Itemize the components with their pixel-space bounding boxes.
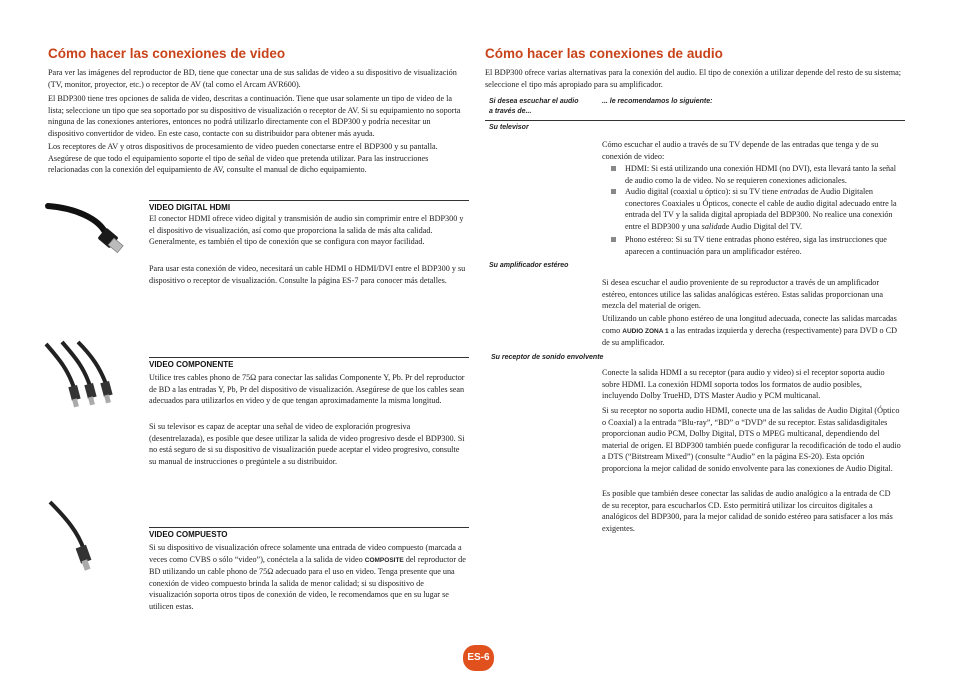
amp-p1: Si desea escuchar el audio proveniente de su reproductor a través de un amplificador estéreo, entonces utilice las salidas analógicas estéreo. Estas salidas proporcionan una mezcla del material de origen. bbox=[602, 278, 884, 311]
bullet-marker bbox=[611, 166, 616, 171]
col2-header: ... le recomendamos lo siguiente: bbox=[602, 98, 713, 105]
tv-bullet-hdmi-text: HDMI: Si está utilizando una conexión HDMI (no DVI), esta llevará tanto la señal de audio como la de video. No se requieren conexiones adicionales. bbox=[625, 164, 897, 185]
amp-label: Su amplificador estéreo bbox=[489, 262, 569, 269]
surround-p1: Conecte la salida HDMI a su receptor (para audio y video) si el receptor soporta audio sobre HDMI. La conexión HDMI soporta todos los formatos de audio posibles, incluyendo Dolby TrueHD, DTS Master Audio y PCM multicanal. bbox=[602, 368, 885, 401]
component-p1: Utilice tres cables phono de 75Ω para conectar las salidas Componente Y, Pb. Pr del reproductor de BD a las entradas Y, Pb, Pr del dispositivo de visualización. Asegúrese de que los cables sean adecuados para utilizarlos en video y de que tengan aproximadamente la misma longitud. bbox=[149, 373, 465, 406]
composite-p1-c: del reproductor de BD utilizando un cable phono de 75Ω adecuado para el uso en video. Tenga presente que una conexión de video compuesto brinda la salida de menor calidad; si su dispositivo de visualización soporta otros tipos de conexión de video, le recomendamos que en su lugar se utilicen estas. bbox=[149, 554, 466, 611]
amp-p2-c: a las entradas izquierda y derecha (respectivamente) para DVD o CD de su amplificador. bbox=[602, 325, 898, 348]
surround-p3: Es posible que también desee conectar las salidas de audio analógico a la entrada de CD de su receptor, para escucharlos CD. Esto permitirá utilizar los circuitos digitales a analógicos del BDP300, para la mejor calidad de sonido estéreo para satisfacer a los más exigentes. bbox=[602, 489, 893, 533]
component-rule bbox=[149, 357, 469, 358]
amp-p2 bbox=[602, 313, 904, 349]
bullet-marker bbox=[611, 237, 616, 242]
composite-rule bbox=[149, 527, 469, 528]
tv-b2-a: Audio digital (coaxial u óptico): si su TV tiene bbox=[625, 187, 781, 196]
bullet-marker bbox=[611, 189, 616, 194]
tv-b2-e: de Audio Digital del TV. bbox=[721, 221, 803, 231]
hdmi-title: VIDEO DIGITAL HDMI bbox=[149, 203, 231, 212]
composite-title: VIDEO COMPUESTO bbox=[149, 530, 228, 539]
composite-p1-a: Si su dispositivo de visualización ofrece solamente una entrada de video compuesto (marcada a veces como CVBS o sólo “video”), conéctela a la salida de video bbox=[149, 543, 462, 564]
hdmi-cable-icon bbox=[44, 198, 134, 260]
tv-b2-d: salida bbox=[701, 221, 722, 231]
tv-bullet-hdmi bbox=[602, 163, 904, 186]
audio-table-rule bbox=[485, 120, 905, 121]
audio-heading: Cómo hacer las conexiones de audio bbox=[485, 46, 723, 61]
hdmi-p1: El conector HDMI ofrece video digital y transmisión de audio sin comprimir entre el BDP300 y el dispositivo de visualización, así como que proporciona la salida de más alta calidad. Generalmente, es también el tipo de conexión que se configura con mayor facilidad. bbox=[149, 214, 464, 247]
composite-cable-icon bbox=[46, 498, 116, 578]
audio-intro: El BDP300 ofrece varias alternativas para la conexión del audio. El tipo de conexión a utilizar depende del resto de su sistema; seleccione el tipo más apropiado para su amplificador. bbox=[485, 68, 902, 89]
video-intro-p3: Los receptores de AV y otros dispositivos de procesamiento de video pueden conectarse entre el BDP300 y su pantalla. Asegúrese de que todo el equipamiento soporte el tipo de señal de video que pretenda utilizar. Para las instrucciones relacionadas con la conexión del equipamiento de AV, consulte el manual de dicho equipamiento. bbox=[48, 142, 438, 175]
page-number-badge: ES-6 bbox=[463, 645, 494, 671]
video-intro-p2: El BDP300 tiene tres opciones de salida de video, descritas a continuación. Tiene que usar solamente un tipo de video de la lista; seleccione un tipo que sea soportado por su dispositivo de visualización o receptor de AV. Si su equipamiento no soporta ninguna de las conexiones anteriores, entonces no podrá utilizarlo directamente con el BDP300 y podría necesitar un dispositivo convertidor de video. En este caso, contacte con su distribuidor para obtener más ayuda. bbox=[48, 94, 461, 138]
component-cable-icon bbox=[40, 340, 130, 412]
tv-p1: Cómo escuchar el audio a través de su TV depende de las entradas que tenga y de su conexión de video: bbox=[602, 140, 879, 161]
audio-zona-label: AUDIO ZONA 1 bbox=[622, 327, 669, 335]
surround-label: Su receptor de sonido envolvente bbox=[491, 354, 604, 361]
composite-p1 bbox=[149, 542, 467, 613]
surround-p2: Si su receptor no soporta audio HDMI, conecte una de las salidas de Audio Digital (Óptico o Coaxial) a la entrada “Blu-ray”, “BD” o “DVD” de su receptor. Estas salidasdigitales proporcionan audio PCM, Dolby Digital, DTS o MPEG multicanal, dependiendo del material de origen. El BDP300 también puede configurar la recodificación de todo el audio a DTS (“Bitstream Mixed”) (consulte “Audio” en la página ES-20). Esta opción proporciona la mejor calidad de sonido envolvente para las conexiones de Audio Digital. bbox=[602, 406, 901, 473]
tv-bullet-digital bbox=[602, 186, 904, 232]
hdmi-p2: Para usar esta conexión de video, necesitará un cable HDMI o HDMI/DVI entre el BDP300 y su dispositivo o receptor de visualización. Consulte la página ES-7 para conocer más detalles. bbox=[149, 264, 466, 285]
component-title: VIDEO COMPONENTE bbox=[149, 360, 234, 369]
amp-p2-a: Utilizando un cable phono estéreo de una longitud adecuada, conecte las salidas marcadas como bbox=[602, 314, 897, 335]
video-intro-p1: Para ver las imágenes del reproductor de BD, tiene que conectar una de sus salidas de video a su dispositivo de visualización (TV, monitor, proyector, etc.) o receptor de AV (tal como el Arcam AVR600). bbox=[48, 68, 457, 89]
tv-label: Su televisor bbox=[489, 124, 529, 131]
col1-header: Si desea escuchar el audio a través de... bbox=[489, 98, 579, 115]
tv-b2-b: entradas bbox=[780, 187, 809, 196]
video-heading: Cómo hacer las conexiones de video bbox=[48, 46, 286, 61]
tv-b2-c: de Audio Digitalen conectores Coaxiales u Ópticos, conecte el cable de audio digital adecuado entre la entrada del TV y la salida digital apropiada del BDP300. No realice una conexión entre el BDP300 y una bbox=[625, 187, 897, 231]
tv-bullet-phono-text: Phono estéreo: Si su TV tiene entradas phono estéreo, siga las instrucciones que aparecen a continuación para un amplificador estéreo. bbox=[625, 235, 887, 256]
composite-label: COMPOSITE bbox=[364, 556, 404, 564]
component-p2: Si su televisor es capaz de aceptar una señal de video de exploración progresiva (desentrelazada), es posible que desee utilizar la salida de video progresivo desde el BDP300. Si no está seguro de si su dispositivo de visualización puede aceptar el video progresivo, consulte su manual de instrucciones o pregúntele a su distribuidor. bbox=[149, 422, 465, 466]
hdmi-rule bbox=[149, 200, 469, 201]
tv-bullet-phono bbox=[602, 234, 904, 257]
